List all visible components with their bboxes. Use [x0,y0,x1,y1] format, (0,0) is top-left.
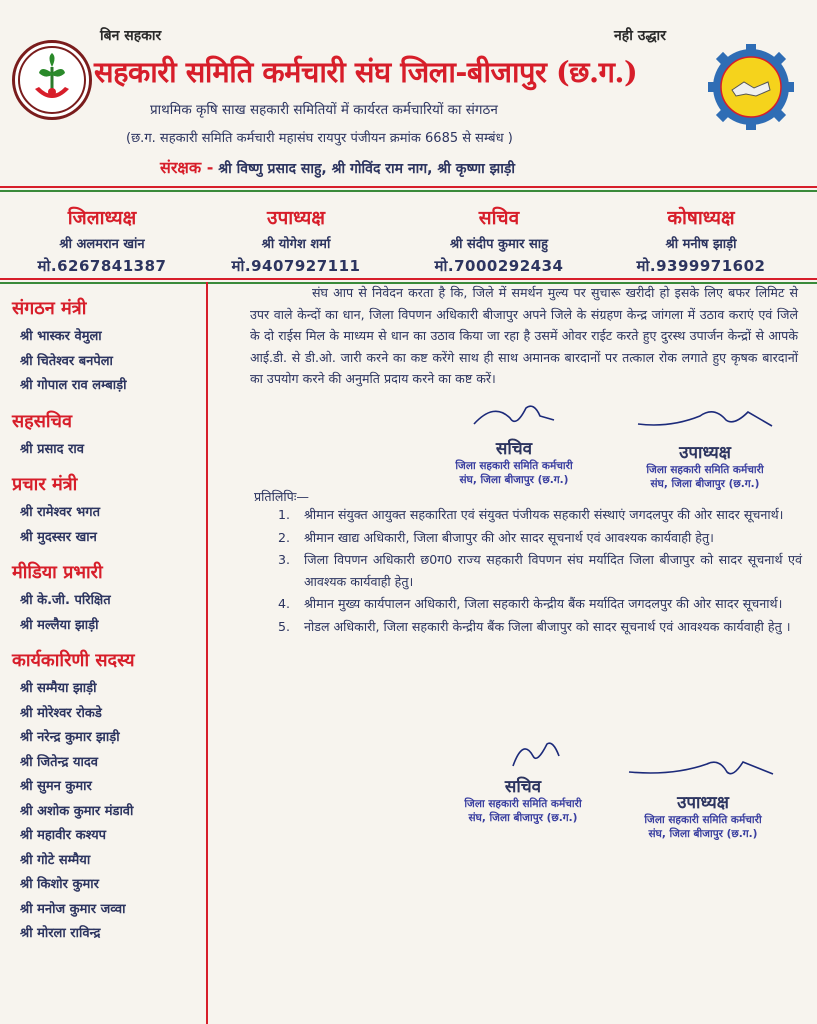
member-name: श्री मोरला राविन्द्र [20,926,101,941]
secretary-signature-top [424,398,604,487]
signatory-title: सचिव [495,439,533,459]
sahkar-logo [12,40,92,120]
member-name: श्री के.जी. परिक्षित [20,593,111,608]
officer-secretary [414,204,584,276]
list-item: 1. श्रीमान संयुक्त आयुक्त सहकारिता एवं संयुक्त पंजीयक सहकारी संस्थाएं जगदलपुर की ओर सादर सूचनार्थ। [278,507,784,522]
member-name: श्री मोरेश्वर रोकडे [20,705,102,721]
signature-scribble-icon [623,752,783,786]
cooperative-gear-logo [708,44,794,130]
signatory-title: उपाध्यक्ष [677,793,729,813]
signatory-org: संघ, जिला बीजापुर (छ.ग.) [650,478,760,490]
member-name: श्री किशोर कुमार [20,877,99,892]
signature-scribble-icon [630,402,780,436]
signature-scribble-icon [454,398,574,432]
copy-to-label: प्रतिलिपिः— [254,489,309,504]
officer-name: श्री संदीप कुमार साहु [449,237,549,252]
officer-phone: मो.9399971602 [636,257,766,275]
list-item: 4. श्रीमान मुख्य कार्यपालन अधिकारी, जिला सहकारी केन्द्रीय बैंक मर्यादित जगदलपुर की ओर सादर सूचनार्थ। [278,596,783,611]
officer-role: कोषाध्यक्ष [667,207,735,229]
registration-line: (छ.ग. सहकारी समिति कर्मचारी महासंघ रायपुर पंजीयन क्रमांक 6685 से सम्बंध ) [126,131,513,146]
group-title: कार्यकारिणी सदस्य [12,650,135,671]
officer-role: सचिव [478,207,520,229]
copy-text: नोडल अधिकारी, जिला सहकारी केन्द्रीय बैंक जिला बीजापुर को सादर सूचनार्थ एवं आवश्यक कार्यवाही हेतु । [304,618,791,634]
member-name: श्री महावीर कश्यप [20,828,107,843]
copy-to-list [276,504,802,638]
member-name: श्री भास्कर वेमुला [20,329,102,344]
member-name: श्री जितेन्द्र यादव [20,754,99,770]
signature-scribble-icon [463,736,583,770]
signatory-org: जिला सहकारी समिति कर्मचारी [455,460,573,472]
officer-phone: मो.7000292434 [434,257,564,275]
copy-text: श्रीमान खाद्य अधिकारी, जिला बीजापुर की ओर सादर सूचनार्थ एवं आवश्यक कार्यवाही हेतु। [304,529,714,545]
member-name: श्री नरेन्द्र कुमार झाड़ी [20,730,120,745]
member-name: श्री सुमन कुमार [20,779,92,794]
patron-names: श्री विष्णु प्रसाद साहु, श्री गोविंद राम नाग, श्री कृष्णा झाड़ी [218,161,515,177]
member-name: श्री गोटे सम्मैया [20,852,91,868]
sidebar-group [12,472,204,550]
group-title: प्रचार मंत्री [12,474,78,495]
signatory-org: संघ, जिला बीजापुर (छ.ग.) [468,812,578,824]
sidebar-group [12,296,204,399]
member-name: श्री मल्लैया झाड़ी [20,617,99,633]
group-title: सहसचिव [12,410,72,432]
signatory-org: संघ, जिला बीजापुर (छ.ग.) [459,474,569,486]
member-name: श्री रामेश्वर भगत [20,505,101,520]
motto-left: बिन सहकार [100,28,162,44]
sprout-emblem-icon [15,43,89,117]
list-item: 3. जिला विपणन अधिकारी छ0ग0 राज्य सहकारी विपणन संघ मर्यादित जिला बीजापुर को सादर सूचनार्थ एवं आवश्यक कार्यवाही हेतु। [278,552,802,589]
motto-right: नही उद्धार [614,28,666,44]
officer-name: श्री मनीष झाड़ी [665,237,737,252]
officers-divider-red [0,278,817,280]
officer-treasurer [616,204,786,276]
sidebar-group [12,648,204,947]
officer-president [22,204,182,276]
member-name: श्री मनोज कुमार जव्वा [20,901,126,917]
letter-paragraph: संघ आप से निवेदन करता है कि, जिले में समर्थन मुल्य पर सुचारू खरीदी हो इसके लिए बफर लिमिट से उपर वाले केन्दों का धान, जिला विपणन अधिकारी बीजापुर अपने जिले के संग्रहण केन्द्र जांगला में उठाव कराएं एवं जिले के दो राईस मिल के माध्यम से धान का उठाव किया जा रहा है उसमें ओवर राईट करते हुए दुरस्थ उपार्जन केन्द्रों से आपके आई.डी. से डी.ओ. जारी करने का कष्ट करेंगे साथ ही साथ अमानक बारदानों पर तत्काल रोक लगाते हुए कृषक बारदानों का उपयोग करने की अनुमति प्रदाय करने का कष्ट करें। [250,285,798,386]
list-item: 5. नोडल अधिकारी, जिला सहकारी केन्द्रीय बैंक जिला बीजापुर को सादर सूचनार्थ एवं आवश्यक कार्यवाही हेतु । [278,618,791,634]
signatory-org: जिला सहकारी समिति कर्मचारी [464,798,582,810]
member-name: श्री गोपाल राव लम्बाड़ी [20,378,127,393]
patron-label: संरक्षक - [160,158,214,177]
header-divider-red [0,186,817,188]
handshake-gear-icon [708,44,794,130]
member-name: श्री प्रसाद राव [20,441,84,457]
member-name: श्री मुदस्सर खान [20,529,97,545]
member-name: श्री सम्मैया झाड़ी [20,681,97,696]
group-title: संगठन मंत्री [12,298,87,319]
signatory-org: जिला सहकारी समिति कर्मचारी [646,464,764,476]
officer-phone: मो.9407927111 [231,257,361,275]
list-item: 2. श्रीमान खाद्य अधिकारी, जिला बीजापुर की ओर सादर सूचनार्थ एवं आवश्यक कार्यवाही हेतु। [278,529,714,545]
signatory-title: उपाध्यक्ष [679,443,731,463]
members-sidebar [12,296,204,957]
copy-text: श्रीमान संयुक्त आयुक्त सहकारिता एवं संयुक्त पंजीयक सहकारी संस्थाएं जगदलपुर की ओर सादर सूचनार्थ। [304,507,784,522]
organization-subtitle: प्राथमिक कृषि साख सहकारी समितियों में कार्यरत कर्मचारियों का संगठन [150,102,498,118]
secretary-signature-bottom [438,736,608,825]
copy-text: जिला विपणन अधिकारी छ0ग0 राज्य सहकारी विपणन संघ मर्यादित जिला बीजापुर को सादर सूचनार्थ एवं आवश्यक कार्यवाही हेतु। [304,552,802,589]
copy-text: श्रीमान मुख्य कार्यपालन अधिकारी, जिला सहकारी केन्द्रीय बैंक मर्यादित जगदलपुर की ओर सादर सूचनार्थ। [304,596,783,611]
officer-name: श्री योगेश शर्मा [261,237,331,252]
member-name: श्री अशोक कुमार मंडावी [20,803,134,819]
sidebar-divider [206,282,208,1024]
sidebar-group [12,560,204,638]
group-title: मीडिया प्रभारी [12,562,103,583]
signatory-title: सचिव [504,777,542,797]
member-name: श्री चितेश्वर बनपेला [20,353,113,369]
officer-phone: मो.6267841387 [37,257,167,275]
signatory-org: संघ, जिला बीजापुर (छ.ग.) [648,828,758,840]
patrons-line [160,156,700,178]
header-divider-green [0,190,817,192]
officer-role: उपाध्यक्ष [267,207,325,229]
officer-role: जिलाध्यक्ष [67,207,137,229]
vp-signature-bottom [608,752,798,841]
letter-body [250,282,798,390]
sidebar-group [12,409,204,463]
signatory-org: जिला सहकारी समिति कर्मचारी [644,814,762,826]
vp-signature-top [612,402,798,491]
organization-title: सहकारी समिति कर्मचारी संघ जिला-बीजापुर (छ.ग.) [94,55,638,89]
officer-name: श्री अलमरान खांन [59,237,145,252]
officer-vice-president [216,204,376,276]
